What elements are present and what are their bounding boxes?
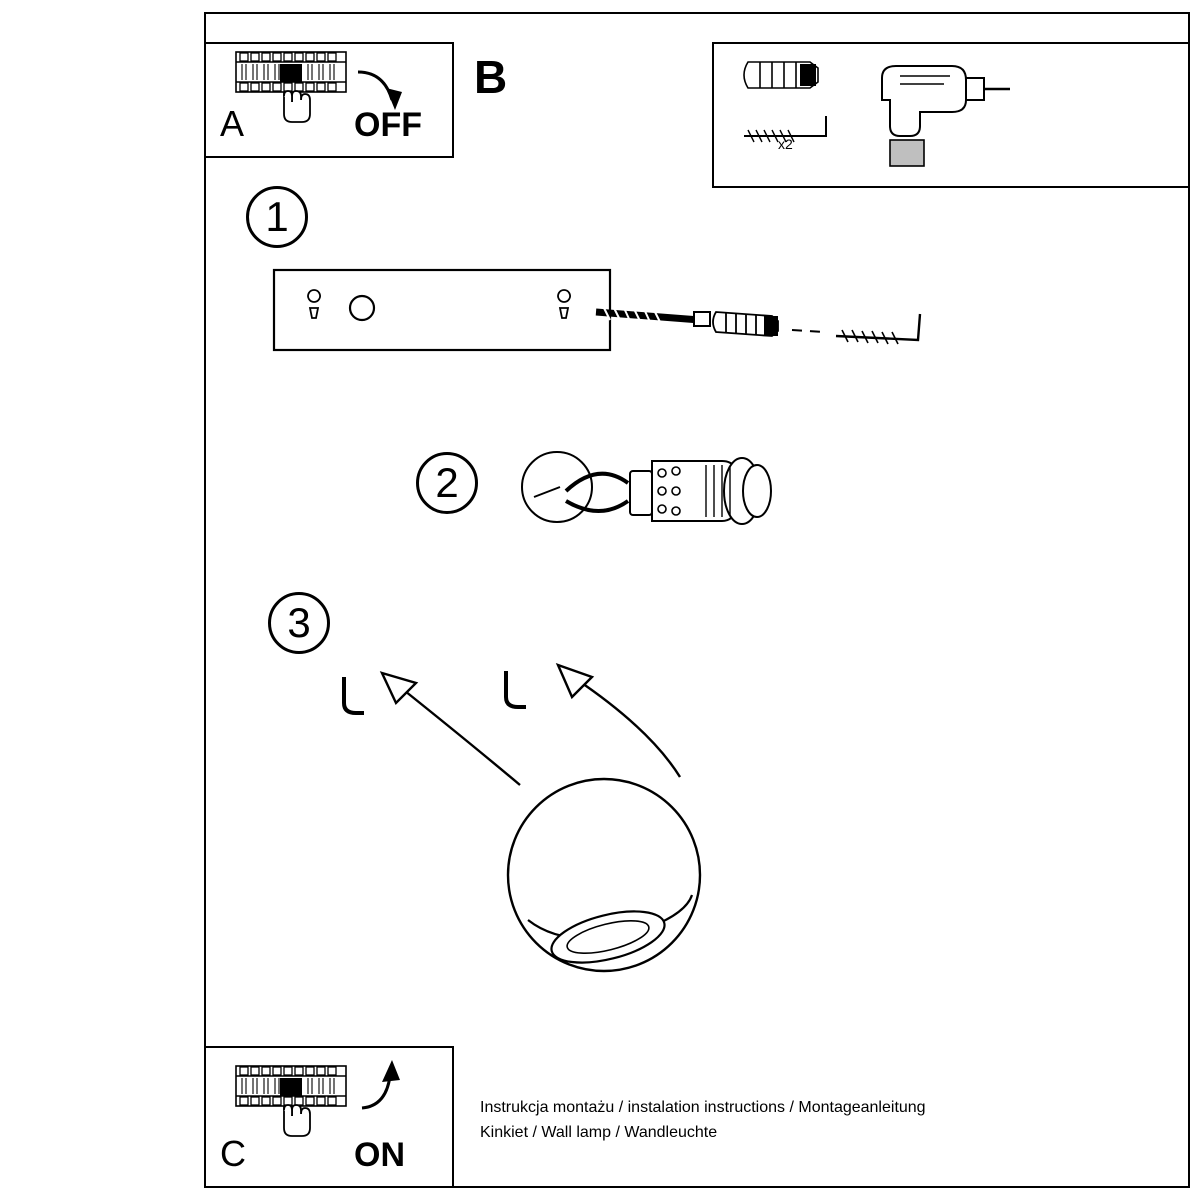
panel-c-letter: C xyxy=(220,1133,246,1174)
panel-c-state-label: ON xyxy=(354,1136,405,1174)
step-2-number: 2 xyxy=(435,459,459,506)
step-3-illustration xyxy=(320,655,740,975)
panel-c xyxy=(204,1046,454,1188)
tools-icon-group xyxy=(714,44,1188,186)
page-border xyxy=(204,12,1190,1188)
panel-a xyxy=(204,42,454,158)
caption-line-2: Kinkiet / Wall lamp / Wandleuchte xyxy=(480,1123,718,1141)
step-2-illustration xyxy=(510,425,810,550)
tools-quantity-label: x2 xyxy=(778,136,793,152)
step-3-badge xyxy=(268,592,330,654)
step-1-illustration xyxy=(264,250,964,390)
caption-line-1: Instrukcja montażu / instalation instructions / Montageanleitung xyxy=(480,1099,926,1116)
step-3-number: 3 xyxy=(287,599,311,646)
document-caption xyxy=(480,1096,926,1146)
step-1-badge xyxy=(246,186,308,248)
panel-tools xyxy=(712,42,1190,188)
panel-a-letter: A xyxy=(220,103,245,144)
step-1-number: 1 xyxy=(265,193,289,240)
panel-a-state-label: OFF xyxy=(354,106,422,144)
panel-b-letter: B xyxy=(474,51,508,103)
step-2-badge xyxy=(416,452,478,514)
